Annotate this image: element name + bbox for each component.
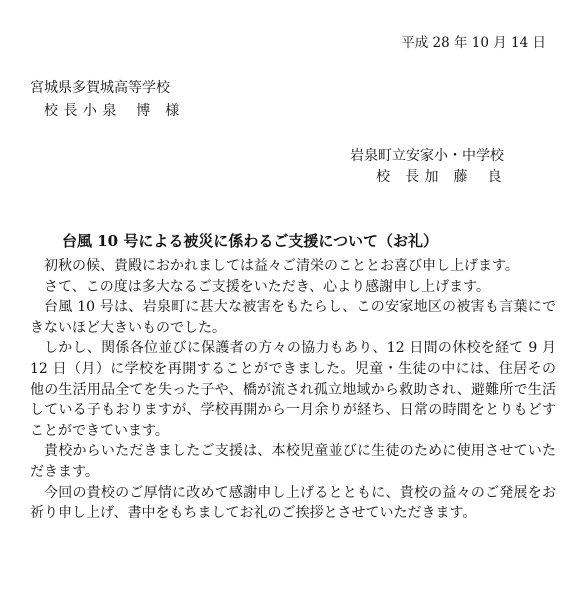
- letter-title: 台風 10 号による被災に係わるご支援について（お礼）: [62, 232, 439, 250]
- sender-name: 校 長 加 藤 良: [376, 169, 502, 185]
- paragraph-damage: 台風 10 号は、岩泉町に甚大な被害をもたらし、この安家地区の被害も言葉にできないほど大きいものでした。: [30, 299, 556, 336]
- sender-school: 岩泉町立安家小・中学校: [350, 148, 504, 164]
- letter-date: 平成 28 年 10 月 14 日: [401, 35, 546, 51]
- letter-body: [30, 256, 556, 524]
- paragraph-usage: 貴校からいただきましたご支援は、本校児童並びに生徒のために使用させていただきます。: [30, 443, 556, 480]
- paragraph-greeting: 初秋の候、貴殿におかれましては益々ご清栄のこととお喜び申し上げます。: [44, 258, 519, 274]
- paragraph-thanks: さて、この度は多大なるご支援をいただき、心より感謝申し上げます。: [44, 278, 491, 295]
- recipient-school: 宮城県多賀城高等学校: [30, 80, 170, 96]
- paragraph-closing: 今回の貴校のご厚情に改めて感謝申し上げるとともに、貴校の益々のご発展をお祈り申し上げ、書中をもちましてお礼のご挨拶とさせていただきます。: [30, 484, 556, 522]
- paragraph-recovery: しかし、関係各位並びに保護者の方々の協力もあり、12 日間の休校を経て 9 月 12 日（月）に学校を再開することができました。児童・生徒の中には、住居その他の生活用品全てを失った子や、橋が流され孤立地域から救助され、避難所で生活している子もおりますが、学校再開から一月余りが経ち、日常の時間をとりもどすことができています。: [30, 340, 556, 439]
- recipient-name: 校 長 小 泉 博 様: [44, 103, 180, 119]
